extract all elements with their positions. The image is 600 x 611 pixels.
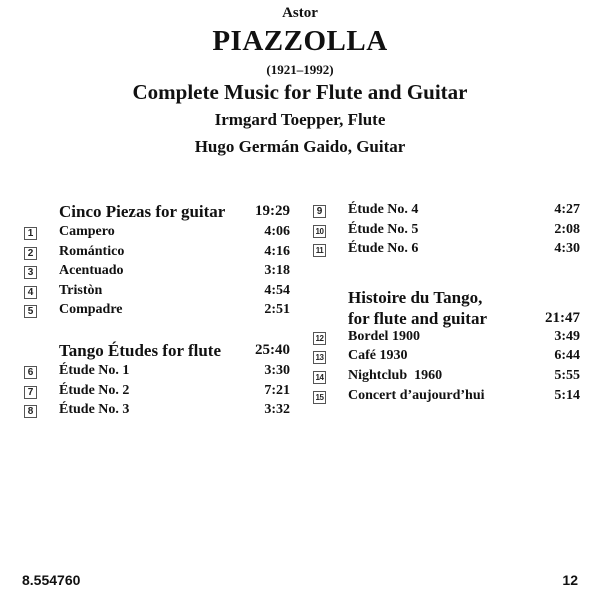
- track-row: [24, 363, 290, 383]
- section-duration: 21:47: [545, 309, 580, 326]
- track-row: [24, 224, 290, 244]
- track-row: [313, 388, 580, 408]
- section-duration: 19:29: [255, 203, 290, 219]
- track-duration: 5:14: [554, 387, 580, 403]
- track-duration: 3:30: [264, 362, 290, 378]
- track-number-box: 1: [24, 227, 37, 240]
- section-header-tango-etudes: [24, 341, 290, 363]
- track-number-box: 11: [313, 244, 326, 257]
- section-title: [348, 287, 487, 329]
- catalog-number: 8.554760: [22, 572, 81, 588]
- track-number-box: 12: [313, 332, 326, 345]
- track-number-box: 8: [24, 405, 37, 418]
- composer-last-name: PIAZZOLLA: [212, 25, 388, 57]
- track-name: Compadre: [59, 302, 123, 318]
- track-row: [24, 402, 290, 422]
- track-duration: 4:30: [554, 241, 580, 257]
- section-duration: 25:40: [255, 341, 290, 358]
- track-duration: 4:27: [554, 202, 580, 217]
- track-name: Bordel 1900: [348, 328, 420, 344]
- track-duration: 7:21: [264, 382, 290, 398]
- performer-flute: Irmgard Toepper, Flute: [214, 110, 386, 129]
- track-name: Étude No. 2: [59, 382, 130, 398]
- section-title: Cinco Piezas for guitar: [59, 202, 226, 221]
- track-name: Étude No. 5: [348, 221, 419, 237]
- section-title: Tango Études for flute: [59, 340, 221, 360]
- spacer: [24, 322, 290, 341]
- track-number-box: 10: [313, 225, 326, 238]
- track-duration: 5:55: [554, 367, 580, 383]
- track-name: Étude No. 1: [59, 362, 130, 378]
- track-duration: 4:54: [264, 282, 290, 298]
- track-name: Campero: [59, 224, 115, 239]
- track-duration: 4:06: [264, 224, 290, 239]
- section-header-cinco-piezas: [24, 202, 290, 224]
- track-number-box: 3: [24, 266, 37, 279]
- spacer: [313, 261, 580, 287]
- track-number-box: 14: [313, 371, 326, 384]
- track-name: Tristòn: [59, 282, 103, 298]
- track-row: [313, 368, 580, 388]
- track-name: Nightclub 1960: [348, 367, 443, 383]
- track-number-box: 5: [24, 305, 37, 318]
- track-number-box: 4: [24, 286, 37, 299]
- track-number-box: 9: [313, 205, 326, 218]
- composer-first-name: Astor: [282, 5, 318, 21]
- tracklist-right-column: [313, 202, 580, 407]
- section-title-line-2: for flute and guitar: [348, 308, 487, 328]
- performer-guitar: Hugo Germán Gaido, Guitar: [194, 137, 406, 156]
- track-duration: 2:51: [264, 302, 290, 318]
- track-number-box: 7: [24, 386, 37, 399]
- track-row: [313, 222, 580, 242]
- track-row: [313, 348, 580, 368]
- composer-years: (1921–1992): [266, 62, 334, 77]
- track-name: Romántico: [59, 243, 125, 259]
- track-name: Étude No. 3: [59, 402, 130, 418]
- track-name: Étude No. 4: [348, 202, 419, 217]
- section-header-histoire-du-tango: [313, 287, 580, 329]
- track-name: Café 1930: [348, 348, 408, 364]
- track-name: Concert d’aujourd’hui: [348, 387, 485, 403]
- track-number-box: 6: [24, 366, 37, 379]
- track-duration: 3:18: [264, 263, 290, 279]
- track-row: [313, 241, 580, 261]
- tracklist-left-column: [24, 202, 290, 422]
- track-row: [24, 302, 290, 322]
- track-duration: 6:44: [554, 348, 580, 364]
- track-row: [24, 283, 290, 303]
- track-duration: 3:49: [554, 328, 580, 344]
- track-number-box: 2: [24, 247, 37, 260]
- track-name: Étude No. 6: [348, 241, 419, 257]
- track-duration: 2:08: [554, 221, 580, 237]
- track-row: [313, 202, 580, 222]
- track-duration: 4:16: [264, 243, 290, 259]
- track-row: [24, 263, 290, 283]
- track-row: [24, 383, 290, 403]
- section-title-line-1: Histoire du Tango,: [348, 287, 483, 307]
- track-number-box: 15: [313, 391, 326, 404]
- track-name: Acentuado: [59, 263, 124, 279]
- track-number-box: 13: [313, 351, 326, 364]
- album-title: Complete Music for Flute and Guitar: [132, 80, 468, 104]
- track-row: [313, 329, 580, 349]
- page-number: 12: [562, 572, 578, 588]
- track-duration: 3:32: [264, 402, 290, 418]
- track-row: [24, 244, 290, 264]
